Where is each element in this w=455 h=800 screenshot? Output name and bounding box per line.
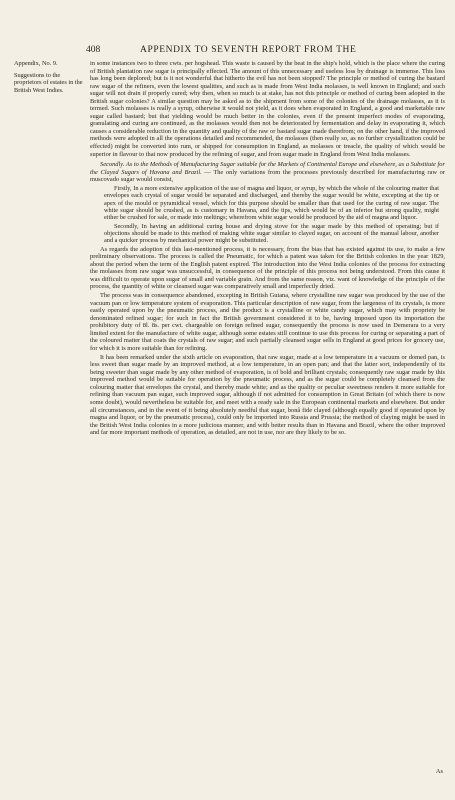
page-header xyxy=(0,45,455,59)
running-title: APPENDIX TO SEVENTH REPORT FROM THE xyxy=(140,45,357,55)
section-paragraph xyxy=(90,161,445,184)
paragraph: It has been remarked under the sixth article on evaporation, that raw sugar, made at a low temperature in a vacuum or domed pan, is less sweet than sugar made by an improved method, at a low temperature, in an open pan; and that the latter sort, independently of its being sweeter than sugar made by any other method of evaporation, is of bold and brilliant crystals; consequently raw sugar made by this improved method would be suitable for operation by the pneumatic process, and as the sugar could be completely cleansed from the colouring matter that envelopes the crystal, and thereby made white; and as the quality or peculiar sweetness renders it more suitable for refining than vacuum pan sugar, such improved sugar, although if not admitted for consumption in Great Britain (of which there is now some doubt), would nevertheless be suitable for, and meet with a ready sale in the European continental markets and elsewhere. But under all circumstances, and in the event of it being absolutely needful that sugar, bonâ fide clayed (although equally good if operated upon by magna and liquor, or by the pneumatic process), could only be imported into Russia and Prussia; the method of claying might be used in the British West India colonies in a more judicious manner, and with better results than in Havana and Brazil, where the other improved and far more important methods of operation, as detailed, are not in use, nor are they likely to be so. xyxy=(90,353,445,437)
appendix-reference: Appendix, No. 9. xyxy=(14,60,58,67)
paragraph-inset: Secondly, In having an additional curing house and drying stove for the sugar made by this method of operating; but if objections should be made to this method of making white sugar similar to clayed sugar, on account of the manual labour, another and a quicker process by mechanical power might be substituted. xyxy=(104,222,439,245)
section-heading: Secondly. As to the Methods of Manufacturing Sugar suitable for the Markets of Continental Europe and elsewhere, as a Substitute for the Clayed Sugars of Havana and Brazil. xyxy=(90,161,445,176)
marginal-summary: Suggestions to the proprietors of estates in the British West Indies. xyxy=(14,71,83,95)
body-text xyxy=(90,60,445,438)
page-number: 408 xyxy=(86,45,101,55)
catchword: As xyxy=(435,768,443,775)
paragraph: in some instances two to three cwts. per hogshead. This waste is caused by the beat in the ship's hold, which is the place where the curing of British plantation raw sugar is principally effected. The amount of this unnecessary and useless loss by drainage is immense. This loss has long been deplored; but is it not wonderful that hitherto the evil has not been stopped? The principle or method of curing the bastard raw sugar of the refiners, even the lowest qualities, and such as is made from West India molasses, is well known in England; and such sugar will not drain if properly cured; why then, when so much is at stake, has not this principle or method of curing been adopted in the British sugar colonies? A similar question may be asked as to the shipment from some of the colonies of the drainage molasses, as it is termed. Such molasses is really a syrup, otherwise it would not yield, as it does when evaporated in England, a good and marketable raw sugar called bastard; but that yielding would be much better in the colonies, even if the present imperfect modes of evaporating, granulating and curing are continued, as the molasses would then not be deteriorated by fermentation and delay in evaporating it, which causes a considerable reduction in the quantity and quality of the raw or bastard sugar made therefrom; on the other hand, if the improved methods were adopted in all the operations detailed and recommended, the molasses (then really so, as no further crystallization could be effected) might be converted into rum, or shipped for consumption in England, as molasses or treacle, the quality of which would be superior in flavour to that now produced by the refining of sugar, and from sugar made in England from West India molasses. xyxy=(90,60,445,158)
margin-note xyxy=(14,60,86,95)
paragraph-inset: Firstly, In a more extensive application of the use of magna and liquor, or syrup, by which the whole of the colouring matter that envelopes each crystal of sugar would be separated and discharged, and thereby the sugar would be white, excepting at the tip or apex of the mould or pyramidical vessel, which for this purpose should be smaller than that used for the curing of raw sugar. The white sugar should be crushed, as is customary in Havana, and the tips, which would be of an inferior but strong quality, might either be crushed for sale, or made into meltings; wherefrom white sugar would be produced by the aid of magna and liquor. xyxy=(104,184,439,222)
section-text: — The only variations from the processes previously described for manufacturing raw or muscovado sugar would consist, xyxy=(90,168,445,184)
paragraph: The process was in consequence abandoned, excepting in British Guiana, where crystalline raw sugar was produced by the use of the vacuum pan or low temperature system of evaporation. This particular description of raw sugar, from the largeness of its crystals, is more easily operated upon by the pneumatic process, and the product is a crystalline or white candy sugar, which may with propriety be denominated refined sugar; for such in fact the British government considered it to be, having imposed upon its importation the prohibitory duty of 8l. 8s. per cwt. chargeable on foreign refined sugar, consequently the process is now used in Demerara to a very limited extent for the manufacture of white sugar, although some estates still continue to use this process for curing or separating a part of the coloured matter that coats the crystals of raw sugar; and such partially cleansed sugar sells in England at good prices for grocery use, for which it is more suitable than for refining. xyxy=(90,292,445,352)
paragraph: As regards the adoption of this last-mentioned process, it is necessary, from the bias that has existed against its use, to make a few preliminary observations. The process is called the Pneumatic, for which a patent was taken for the British colonies in the year 1829, about the period when the term of the English patent expired. The introduction into the West India colonies of the process for extracting the molasses from raw sugar was unsuccessful, in consequence of the principle of this process not being understood. From this cause it was difficult to operate upon sugar of small and variable grain. And from the same reason, viz. want of knowledge of the principle of the process, the quantity of white or cleansed sugar was comparatively small and imperfectly dried. xyxy=(90,245,445,291)
